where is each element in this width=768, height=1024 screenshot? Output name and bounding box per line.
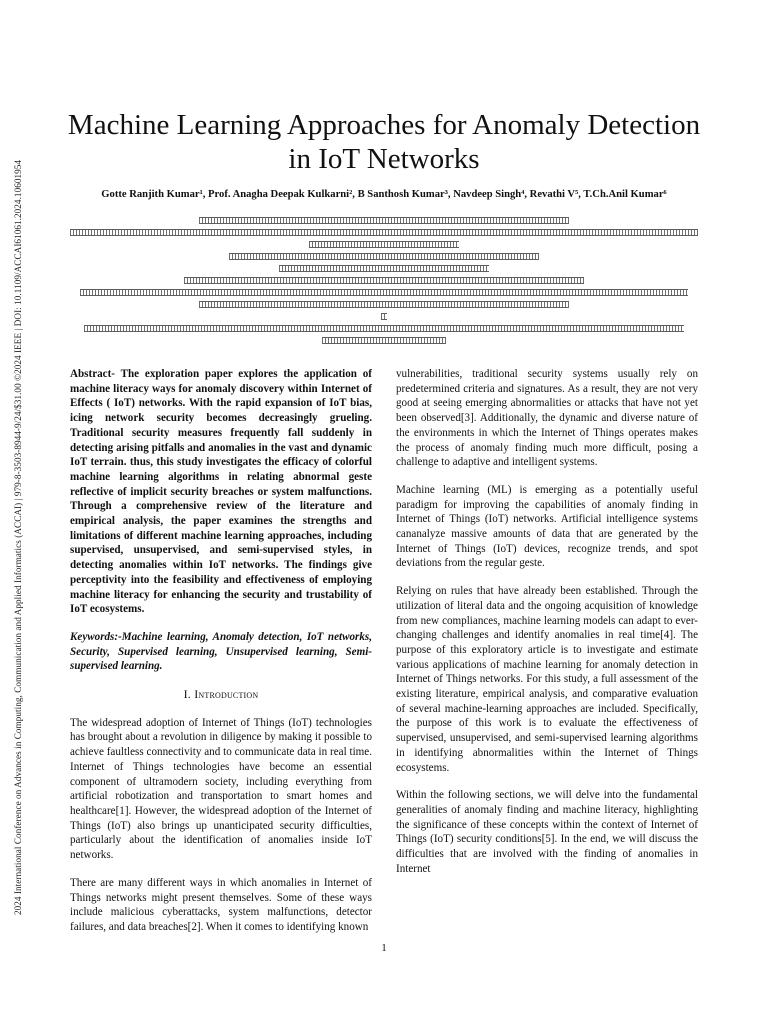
- page-number: 1: [381, 942, 387, 954]
- affiliation-line: [70, 274, 698, 286]
- intro-paragraph-2: There are many different ways in which anomalies in Internet of Things networks might present themselves. Some of these ways include malicious cyberattacks, system malfunctions, detector failures, and data breaches[2]. When it comes to identifying known: [70, 876, 372, 933]
- affiliation-line: [70, 310, 698, 322]
- keywords-text: Machine learning, Anomaly detection, IoT networks, Security, Supervised learning, Unsupervised learning, Semi-supervised learning.: [70, 630, 372, 673]
- affiliation-line: [70, 226, 698, 238]
- affiliation-line: [70, 214, 698, 226]
- left-column: [70, 367, 372, 948]
- body-paragraph-2: Machine learning (ML) is emerging as a potentially useful paradigm for improving the capabilities of anomaly finding in Internet of Things (IoT) networks. Artificial intelligence systems cananalyze massive amounts of data that are generated by the Internet of Things (IoT) devices, recognize trends, and spot deviations from the regular geste.: [396, 483, 698, 570]
- affiliation-line: [70, 298, 698, 310]
- section-heading-introduction: I. Introduction: [183, 687, 259, 702]
- body-paragraph-3: Relying on rules that have already been established. Through the utilization of literal data and the ongoing acquisition of knowledge from new compliances, machine learning models can adapt to ever-changing challenges and identify anomalies in real time[4]. The purpose of this exploratory article is to investigate and estimate various applications of machine learning for anomaly detection in Internet of Things networks. For this study, a full assessment of the existing literature, empirical analysis, and comparative evaluation of several machine-learning approaches are included. Specifically, the purpose of this work is to evaluate the effectiveness of supervised, unsupervised, and semi-supervised learning algorithms in identifying abnormalities within the Internet of Things ecosystems.: [396, 585, 698, 774]
- affiliation-line: [70, 322, 698, 334]
- author-list: Gotte Ranjith Kumar¹, Prof. Anagha Deepak Kulkarni², B Santhosh Kumar³, Navdeep Singh⁴, Revathi V⁵, T.Ch.Anil Kumar⁶: [101, 189, 667, 200]
- affiliation-line: [70, 286, 698, 298]
- doi-stamp-text: 2024 International Conference on Advances in Computing, Communication and Applied Informatics (ACCAI) | 979-8-3503-8944-9/24/$31.00 ©2024 IEEE | DOI: 10.1109/ACCAI61061.2024.10601954: [13, 159, 23, 915]
- side-doi-stamp: [13, 115, 29, 915]
- affiliation-line: [70, 238, 698, 250]
- keywords-label: Keywords:-: [70, 630, 122, 643]
- affiliation-line: [70, 334, 698, 346]
- affiliation-line: [70, 250, 698, 262]
- intro-paragraph-1: The widespread adoption of Internet of Things (IoT) technologies has brought about a revolution in diligence by making it possible to achieve faultless connectivity and to communicate data in real time. Internet of Things technologies have become an essential component of ultramodern society, including everything from artificial robotization and transportation to smart homes and healthcare[1]. However, the widespread adoption of the Internet of Things (IoT) also brings up unanticipated security difficulties, particularly about the identification of anomalies inside IoT networks.: [70, 716, 372, 862]
- affiliations-block: [70, 214, 698, 346]
- abstract: Abstract- The exploration paper explores the application of machine literacy ways for anomaly discovery within Internet of Effects ( IoT) networks. With the rapid expansion of IoT bias, icing network security becomes decreasingly grueling. Traditional security measures frequently fall suddenly in detecting arising pitfalls and anomalies in the vast and dynamic IoT terrain. thus, this study investigates the efficacy of colorful machine learning algorithms in relating abnormal geste reflective of implicit security breaches or system malfunctions. Through a comprehensive review of the literature and empirical analysis, the paper examines the strengths and limitations of different machine learning approaches, including supervised, unsupervised, and semi-supervised styles, in detecting anomalies within IoT networks. The findings give perceptivity into the feasibility and effectiveness of employing machine literacy for enhancing the security and trustability of IoT ecosystems.: [70, 368, 372, 616]
- right-column: [396, 367, 698, 890]
- body-paragraph-4: Within the following sections, we will delve into the fundamental generalities of anomaly finding and machine literacy, highlighting the significance of these concepts within the context of Internet of Things (IoT) security conditions[5]. In the end, we will discuss the difficulties that are involved with the finding of anomalies in Internet: [396, 789, 698, 875]
- paper-title: Machine Learning Approaches for Anomaly Detection in IoT Networks: [67, 109, 701, 175]
- keywords: [70, 630, 372, 674]
- affiliation-line: [70, 262, 698, 274]
- body-paragraph-1: vulnerabilities, traditional security systems usually rely on predetermined criteria and signatures. As a result, they are not very good at seeing emerging abnormalities or attacks that have not yet been observed[3]. Additionally, the dynamic and diverse nature of the environments in which the Internet of Things operates makes the process of anomaly finding much more difficult, posing a challenge to adaptive and intelligent systems.: [396, 368, 698, 469]
